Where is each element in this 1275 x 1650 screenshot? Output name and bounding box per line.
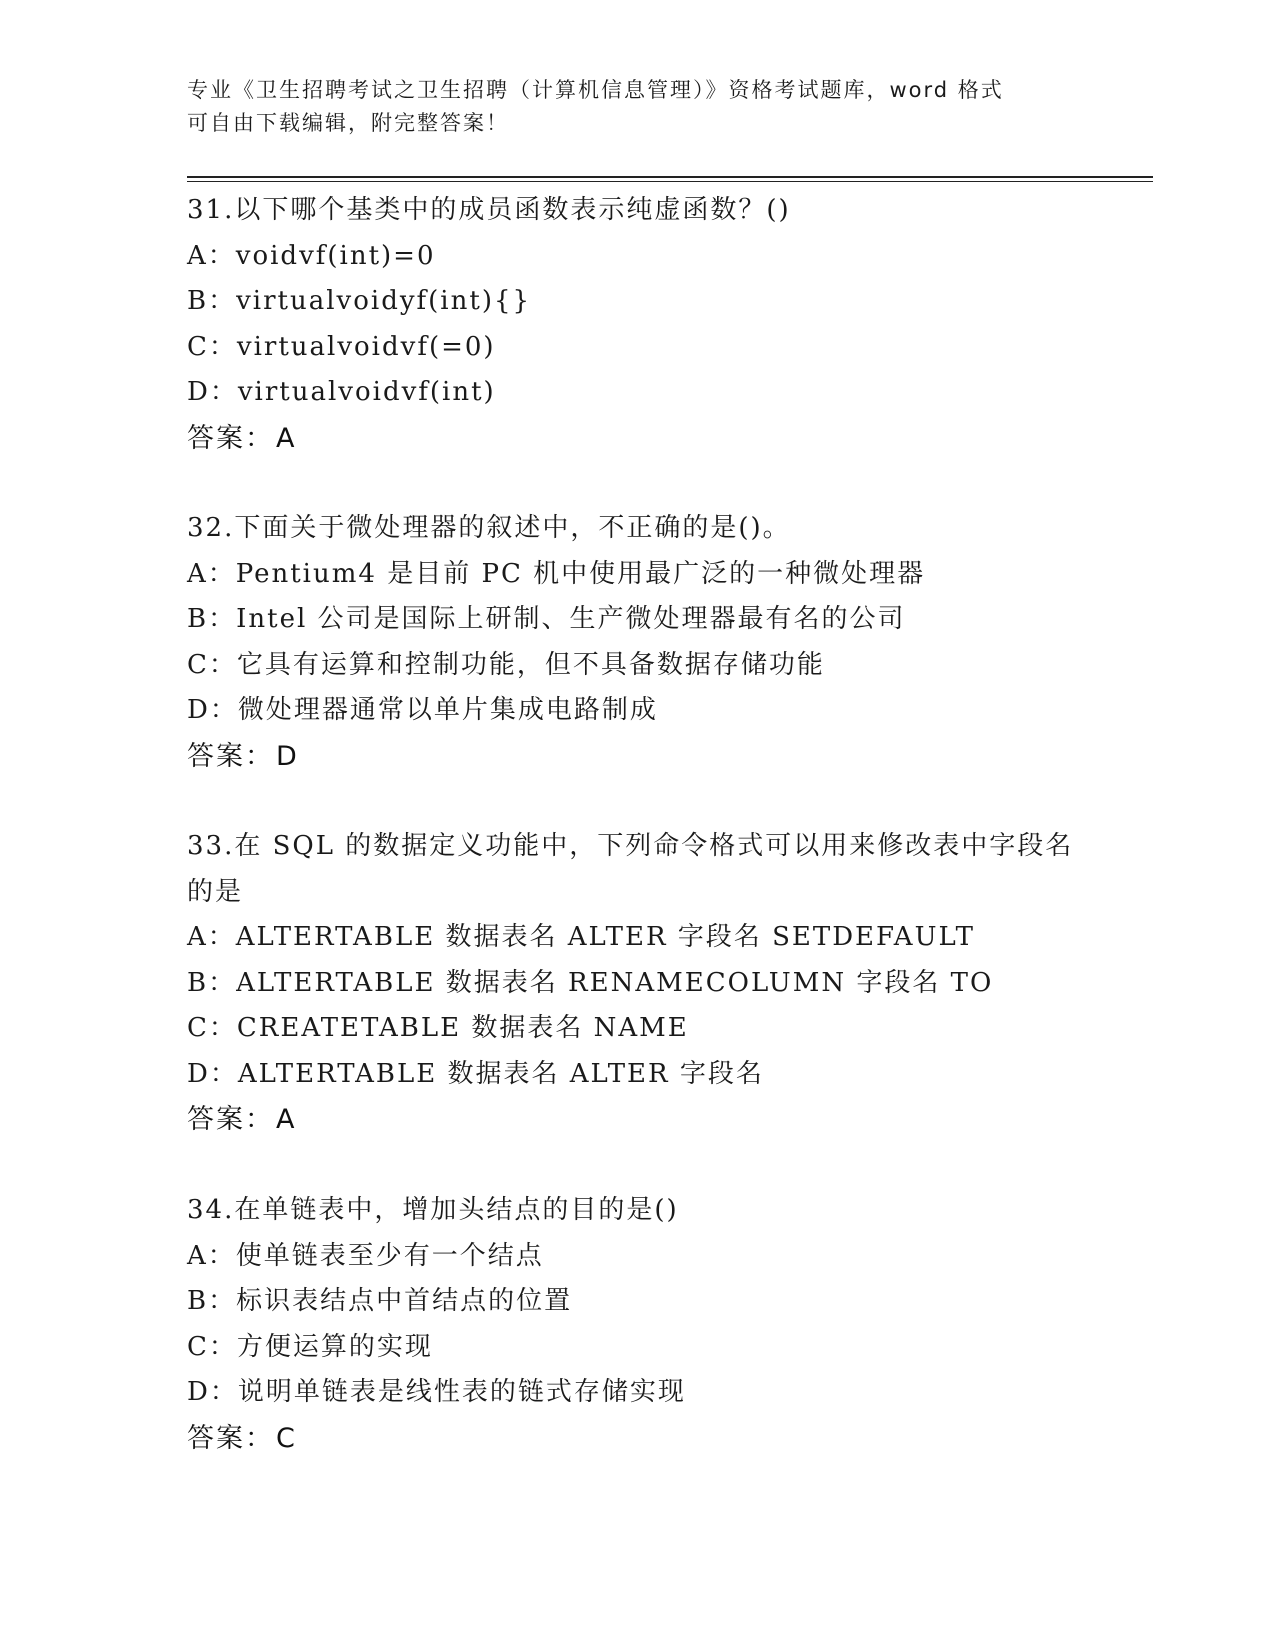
answer-line [187,416,1087,462]
option-b: B：ALTERTABLE 数据表名 RENAMECOLUMN 字段名 TO [187,967,994,998]
header-divider-thin [187,181,1153,182]
answer-label: 答案： [187,740,274,772]
answer-value: A [276,422,297,454]
answer-line [187,1416,1087,1462]
option-a: A：使单链表至少有一个结点 [187,1240,544,1271]
answer-label: 答案： [187,422,274,454]
option-a: A：Pentium4 是目前 PC 机中使用最广泛的一种微处理器 [187,558,926,589]
option-c: C：virtualvoidvf(=0) [187,331,496,362]
option-a: A：voidvf(int)=0 [187,240,436,271]
option-d: D：说明单链表是线性表的链式存储实现 [187,1377,686,1407]
header-line-1: 专业《卫生招聘考试之卫生招聘（计算机信息管理）》资格考试题库，word 格式 [187,78,1004,102]
option-b: B：Intel 公司是国际上研制、生产微处理器最有名的公司 [187,604,906,634]
option-a: A：ALTERTABLE 数据表名 ALTER 字段名 SETDEFAULT [187,922,975,952]
answer-value: A [276,1104,297,1135]
question-stem: 33.在 SQL 的数据定义功能中，下列命令格式可以用来修改表中字段名 [187,831,1074,861]
header-divider-thick [187,176,1153,178]
header-line-2: 可自由下载编辑，附完整答案！ [187,111,509,135]
document-header [187,74,1067,140]
answer-label: 答案： [187,1104,274,1135]
question-32 [187,506,1087,779]
question-stem: 34.在单链表中，增加头结点的目的是() [187,1195,679,1225]
option-d: D：ALTERTABLE 数据表名 ALTER 字段名 [187,1058,764,1089]
question-stem: 32.下面关于微处理器的叙述中，不正确的是()。 [187,513,791,543]
option-b: B：标识表结点中首结点的位置 [187,1286,573,1316]
answer-line [187,734,1087,780]
option-d: D：virtualvoidvf(int) [187,377,496,407]
answer-line [187,1097,1087,1143]
option-c: C：方便运算的实现 [187,1331,433,1362]
answer-value: C [276,1422,297,1454]
question-31 [187,188,1087,461]
question-stem: 31.以下哪个基类中的成员函数表示纯虚函数？() [187,195,791,225]
question-33 [187,824,1087,1143]
answer-label: 答案： [187,1422,274,1454]
option-d: D：微处理器通常以单片集成电路制成 [187,695,658,725]
answer-value: D [276,740,299,772]
question-stem-continued: 的是 [187,876,244,907]
option-c: C：它具有运算和控制功能，但不具备数据存储功能 [187,649,825,680]
option-c: C：CREATETABLE 数据表名 NAME [187,1013,689,1043]
option-b: B：virtualvoidyf(int){} [187,286,532,316]
question-34 [187,1188,1087,1461]
